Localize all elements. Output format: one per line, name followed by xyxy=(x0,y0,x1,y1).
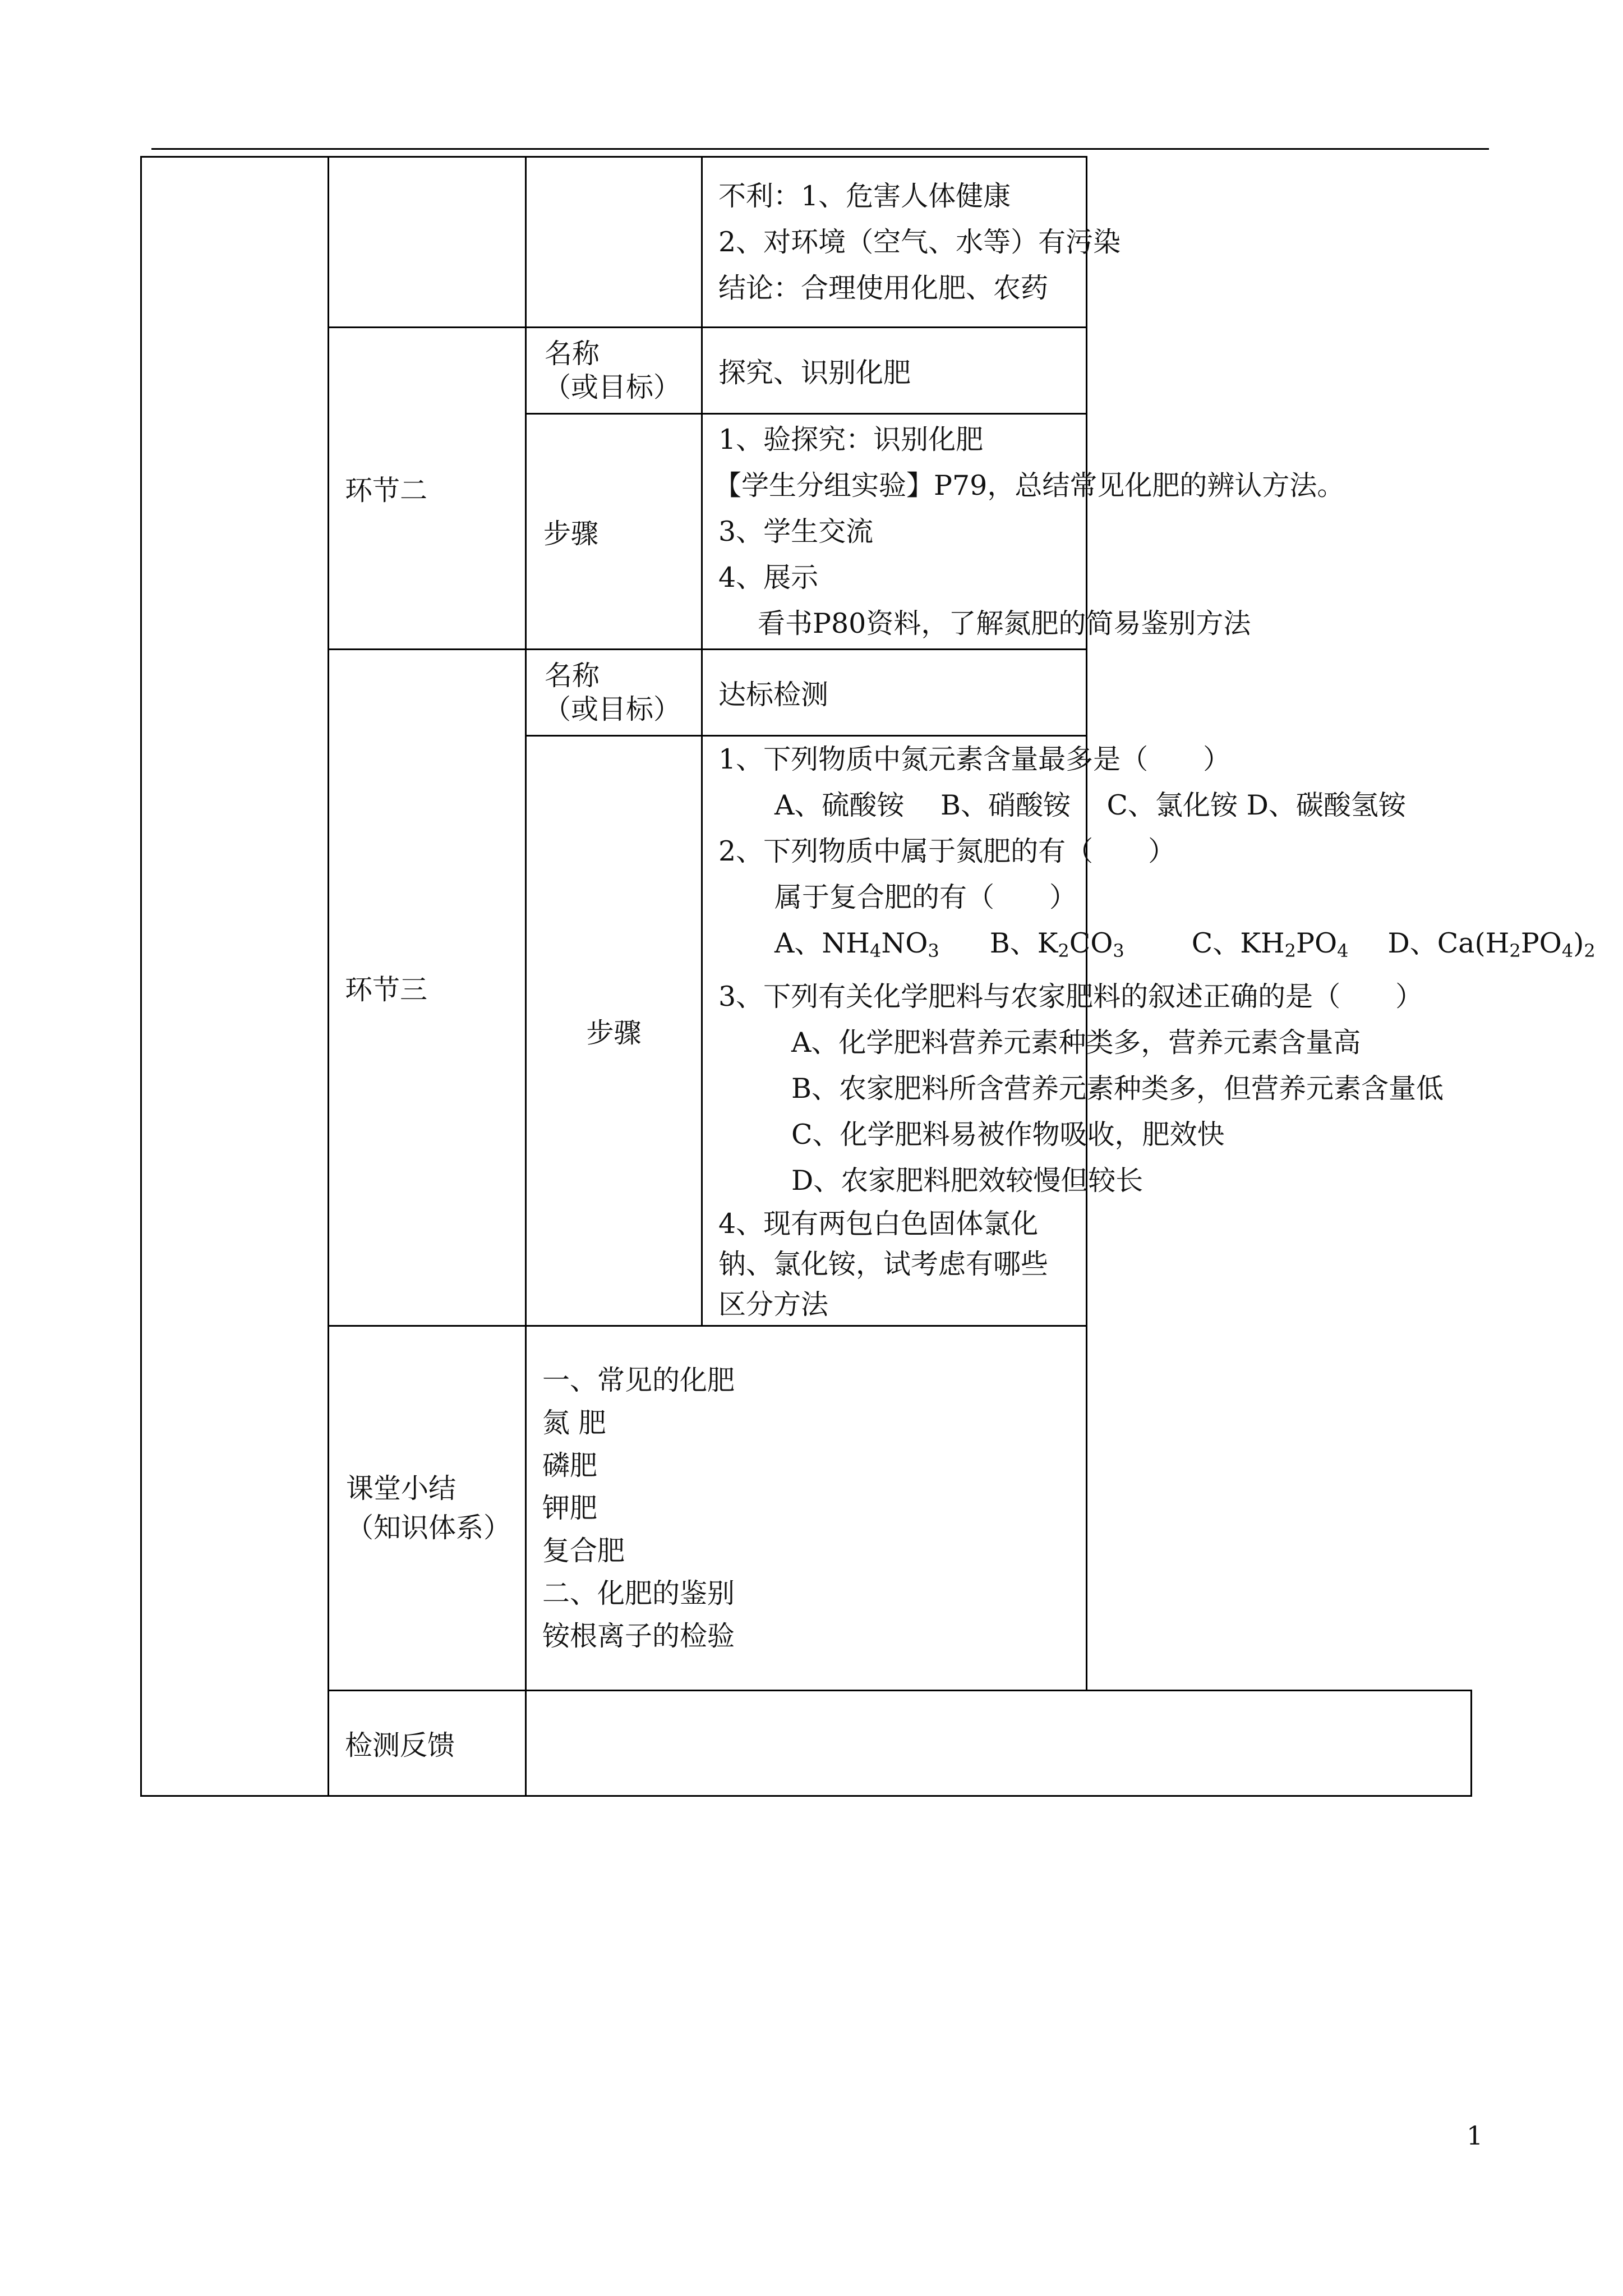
question-3-option: A、化学肥料营养元素种类多，营养元素含量高 xyxy=(791,1027,1361,1059)
section2-name-value xyxy=(702,328,1087,414)
feedback-row xyxy=(141,1691,1472,1796)
content-line: 结论：合理使用化肥、农药 xyxy=(718,272,1049,304)
name-label-line1: 名称 xyxy=(545,337,600,370)
section2-label-text: 环节二 xyxy=(345,474,428,507)
step-line: 1、验探究：识别化肥 xyxy=(718,423,984,455)
feedback-label-text: 检测反馈 xyxy=(345,1729,455,1761)
continued-row xyxy=(141,157,1472,328)
summary-line: 复合肥 xyxy=(542,1534,625,1567)
blank-cell xyxy=(329,157,526,328)
summary-line: 铵根离子的检验 xyxy=(542,1619,735,1652)
steps-label: 步骤 xyxy=(586,1016,642,1049)
summary-line: 钾肥 xyxy=(542,1492,598,1524)
feedback-value xyxy=(526,1691,1472,1796)
option-c: C、$KH_2PO_4$ xyxy=(1191,927,1349,961)
option-a: A、$NH_4NO_3$ xyxy=(774,927,939,961)
section2-name-row xyxy=(141,328,1472,414)
section3-name-value xyxy=(702,650,1087,736)
section2-steps xyxy=(702,414,1345,650)
name-label-line1: 名称 xyxy=(545,659,600,692)
name-value: 达标检测 xyxy=(718,678,829,711)
name-label-line2: （或目标） xyxy=(543,693,681,725)
page-number: 1 xyxy=(1467,2120,1483,2151)
question-1: 1、下列物质中氮元素含量最多是（ ） xyxy=(718,743,1231,775)
steps-label: 步骤 xyxy=(543,517,599,550)
question-1-options: A、硫酸铵 B、硝酸铵 C、氯化铵 D、碳酸氢铵 xyxy=(774,789,1406,821)
left-blank-cell xyxy=(141,157,329,1796)
section3-steps-label xyxy=(526,736,702,1326)
summary-line: 氮 肥 xyxy=(542,1406,606,1439)
summary-label-line2: （知识体系） xyxy=(346,1511,511,1544)
feedback-label xyxy=(329,1691,526,1796)
summary-row xyxy=(141,1326,1472,1691)
section3-name-label xyxy=(526,650,702,736)
question-2-sub: 属于复合肥的有（ ） xyxy=(774,881,1077,913)
question-2: 2、下列物质中属于氮肥的有（ ） xyxy=(718,835,1176,867)
question-3-option: D、农家肥料肥效较慢但较长 xyxy=(791,1165,1144,1197)
summary-line: 二、化肥的鉴别 xyxy=(542,1577,735,1609)
name-label-line2: （或目标） xyxy=(543,371,681,403)
section3-name-row xyxy=(141,650,1472,736)
question-3-option: C、化学肥料易被作物吸收，肥效快 xyxy=(791,1119,1225,1151)
section2-label xyxy=(329,328,526,650)
summary-line: 磷肥 xyxy=(542,1449,598,1481)
question-4: 4、现有两包白色固体氯化钠、氯化铵，试考虑有哪些区分方法 xyxy=(718,1208,1049,1320)
section3-questions xyxy=(702,736,1596,1326)
option-b: B、$K_2CO_3$ xyxy=(989,927,1124,961)
continued-content xyxy=(702,157,1121,328)
question-2-options xyxy=(718,921,1596,974)
content-line: 不利：1、危害人体健康 xyxy=(718,180,1011,212)
step-line: 4、展示 xyxy=(718,561,819,593)
content-line: 2、对环境（空气、水等）有污染 xyxy=(718,226,1121,258)
step-line: 3、学生交流 xyxy=(718,515,874,547)
header-rule xyxy=(151,148,1489,150)
option-d: D、$Ca(H_2PO_4)_2$ xyxy=(1387,927,1596,961)
section3-label xyxy=(329,650,526,1326)
name-value: 探究、识别化肥 xyxy=(718,356,911,389)
question-3: 3、下列有关化学肥料与农家肥料的叙述正确的是（ ） xyxy=(718,981,1423,1013)
blank-cell xyxy=(526,157,702,328)
section2-steps-label xyxy=(526,414,702,650)
question-3-option: B、农家肥料所含营养元素种类多，但营养元素含量低 xyxy=(791,1073,1444,1105)
summary-label-line1: 课堂小结 xyxy=(346,1472,457,1504)
summary-line: 一、常见的化肥 xyxy=(542,1364,735,1396)
summary-label xyxy=(329,1326,526,1691)
step-line: 【学生分组实验】P79，总结常见化肥的辨认方法。 xyxy=(714,469,1345,501)
lesson-plan-table xyxy=(140,156,1596,1797)
section2-name-label xyxy=(526,328,702,414)
summary-content xyxy=(526,1326,1087,1691)
section3-label-text: 环节三 xyxy=(345,973,428,1006)
step-line: 看书P80资料，了解氮肥的简易鉴别方法 xyxy=(758,607,1251,639)
